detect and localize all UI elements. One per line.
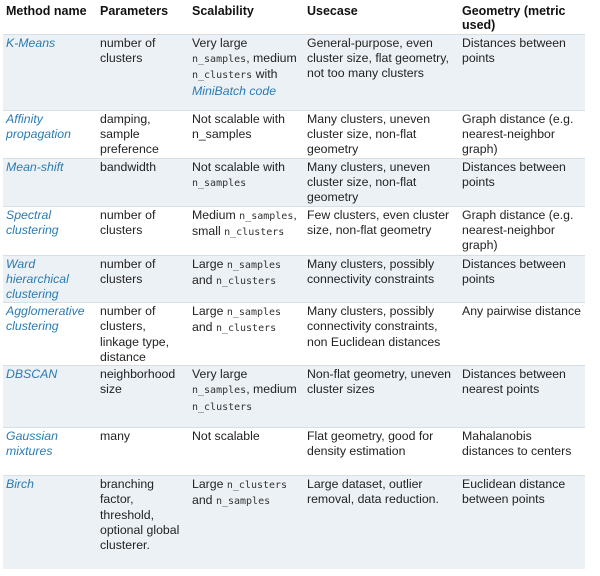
code-term: n_clusters bbox=[215, 275, 277, 287]
scalability-text: Not scalable with bbox=[192, 112, 285, 126]
code-term: n_clusters bbox=[215, 323, 277, 335]
parameters-cell: number of clusters, linkage type, distance bbox=[100, 304, 170, 364]
parameters-cell: number of clusters bbox=[100, 36, 156, 66]
scalability-text: Medium bbox=[192, 207, 240, 222]
scalability-text: Very large bbox=[192, 36, 248, 50]
scalability-text: , medium bbox=[246, 382, 297, 397]
code-term: n_clusters bbox=[192, 70, 253, 82]
usecase-cell: Non-flat geometry, uneven cluster sizes bbox=[307, 367, 451, 397]
table-row bbox=[3, 111, 585, 159]
header-row bbox=[3, 2, 585, 35]
table-row bbox=[3, 476, 585, 569]
usecase-cell: Large dataset, outlier removal, data reduction. bbox=[307, 477, 439, 507]
usecase-cell: Few clusters, even cluster size, non-flat geometry bbox=[307, 207, 450, 237]
scalability-cell bbox=[189, 303, 304, 366]
method-name-link[interactable]: Affinity propagation bbox=[6, 112, 71, 142]
scalability-text: with bbox=[252, 67, 278, 82]
header-usecase: Usecase bbox=[304, 2, 459, 35]
geometry-cell: Mahalanobis distances to centers bbox=[462, 429, 572, 459]
method-name-link[interactable]: Spectral clustering bbox=[6, 207, 59, 237]
usecase-cell: Many clusters, possibly connectivity constraints, non Euclidean distances bbox=[307, 304, 441, 349]
geometry-cell: Any pairwise distance bbox=[462, 304, 581, 319]
scalability-cell bbox=[189, 35, 304, 111]
scalability-cell bbox=[189, 158, 304, 206]
scalability-cell bbox=[189, 366, 304, 428]
code-term: n_samples bbox=[239, 210, 294, 222]
parameters-cell: number of clusters bbox=[100, 256, 156, 286]
scalability-text: n_samples bbox=[192, 127, 252, 142]
scalability-text: Very large bbox=[192, 367, 248, 382]
code-term: n_samples bbox=[226, 259, 282, 271]
parameters-cell: branching factor, threshold, optional global clusterer. bbox=[100, 477, 180, 553]
parameters-cell: many bbox=[100, 429, 131, 444]
geometry-cell: Distances between nearest points bbox=[462, 367, 566, 397]
geometry-cell: Distances between points bbox=[462, 159, 566, 189]
header-parameters: Parameters bbox=[97, 2, 189, 35]
table-row bbox=[3, 428, 585, 476]
usecase-cell: Many clusters, uneven cluster size, non-flat geometry bbox=[307, 159, 431, 205]
minibatch-code-link[interactable]: MiniBatch code bbox=[192, 83, 277, 98]
scalability-text: and bbox=[192, 272, 216, 287]
method-name-link[interactable]: K-Means bbox=[6, 36, 56, 50]
method-name-link[interactable]: Birch bbox=[6, 477, 35, 492]
method-name-link[interactable]: DBSCAN bbox=[6, 367, 58, 382]
scalability-cell bbox=[189, 111, 304, 159]
table-header bbox=[3, 2, 585, 35]
scalability-text: Large bbox=[192, 256, 227, 271]
header-scalability: Scalability bbox=[189, 2, 304, 35]
method-name-link[interactable]: Ward hierarchical clustering bbox=[6, 256, 69, 302]
code-term: n_samples bbox=[192, 385, 247, 397]
usecase-cell: Flat geometry, good for density estimation bbox=[307, 429, 434, 459]
table-row bbox=[3, 255, 585, 303]
method-name-link[interactable]: Gaussian mixtures bbox=[6, 429, 58, 459]
header-method-name: Method name bbox=[3, 2, 97, 35]
scalability-text: and bbox=[192, 320, 216, 335]
method-name-link[interactable]: Mean-shift bbox=[6, 159, 64, 174]
geometry-cell: Euclidean distance between points bbox=[462, 477, 566, 507]
table-row bbox=[3, 206, 585, 255]
scalability-text: Large bbox=[192, 304, 227, 319]
geometry-cell: Graph distance (e.g. nearest-neighbor graph) bbox=[462, 207, 574, 253]
clustering-methods-table bbox=[3, 2, 585, 569]
method-name-link[interactable]: Agglomerative clustering bbox=[6, 304, 85, 334]
parameters-cell: number of clusters bbox=[100, 207, 156, 237]
scalability-cell bbox=[189, 255, 304, 303]
scalability-cell bbox=[189, 428, 304, 476]
geometry-cell: Graph distance (e.g. nearest-neighbor graph) bbox=[462, 112, 574, 157]
code-term: n_clusters bbox=[226, 480, 288, 492]
scalability-cell bbox=[189, 206, 304, 255]
table-row bbox=[3, 366, 585, 428]
code-term: n_clusters bbox=[224, 226, 285, 238]
code-term: n_samples bbox=[215, 496, 271, 508]
table-row bbox=[3, 158, 585, 206]
code-term: n_samples bbox=[192, 54, 247, 66]
parameters-cell: neighborhood size bbox=[100, 367, 176, 397]
code-term: n_samples bbox=[226, 307, 282, 319]
scalability-text: Large bbox=[192, 477, 227, 492]
code-term: n_clusters bbox=[192, 401, 253, 413]
table-row bbox=[3, 35, 585, 111]
table-row bbox=[3, 303, 585, 366]
usecase-cell: Many clusters, uneven cluster size, non-flat geometry bbox=[307, 112, 431, 157]
scalability-text: , medium bbox=[246, 51, 297, 66]
table-body bbox=[3, 35, 585, 569]
scalability-text: , small bbox=[192, 207, 297, 238]
parameters-cell: damping, sample preference bbox=[100, 112, 159, 157]
usecase-cell: Many clusters, possibly connectivity constraints bbox=[307, 256, 435, 286]
parameters-cell: bandwidth bbox=[100, 159, 157, 174]
geometry-cell: Distances between points bbox=[462, 36, 566, 66]
code-term: n_samples bbox=[192, 177, 247, 189]
scalability-cell bbox=[189, 476, 304, 569]
scalability-text: and bbox=[192, 493, 216, 508]
geometry-cell: Distances between points bbox=[462, 256, 566, 286]
usecase-cell: General-purpose, even cluster size, flat geometry, not too many clusters bbox=[307, 36, 449, 81]
scalability-text: Not scalable bbox=[192, 429, 260, 444]
scalability-text: Not scalable with bbox=[192, 159, 285, 174]
header-geometry: Geometry (metric used) bbox=[459, 2, 585, 35]
